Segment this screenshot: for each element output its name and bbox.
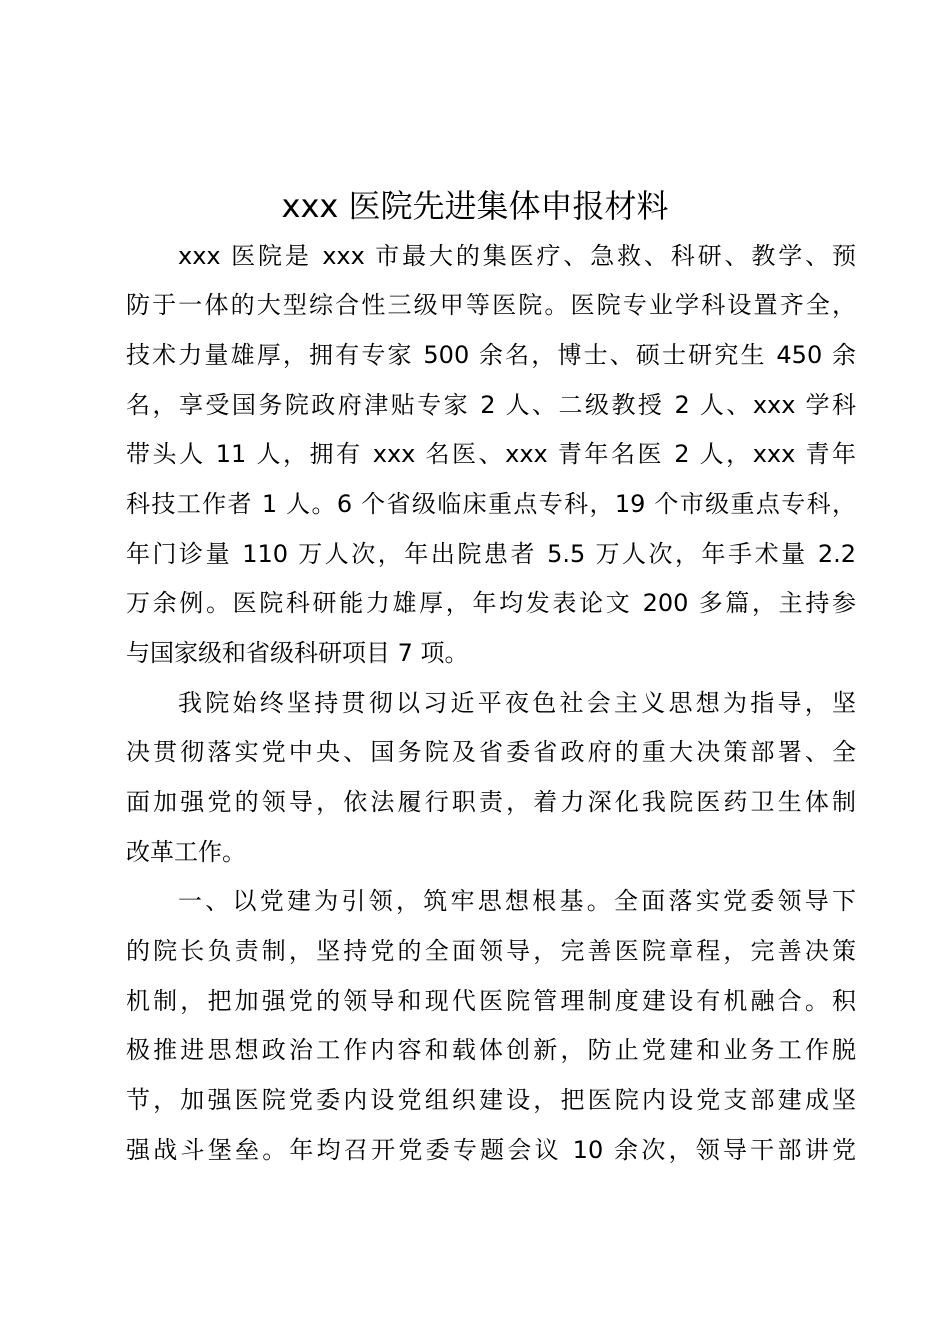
paragraph-1-line-1: xxx 医院是 xxx 市最大的集医疗、急救、科研、教学、预 bbox=[178, 242, 856, 270]
paragraph-1-line-5: 带头人 11 人，拥有 xxx 名医、xxx 青年名医 2 人，xxx 青年 bbox=[126, 440, 856, 468]
paragraph-1-line-7: 年门诊量 110 万人次，年出院患者 5.5 万人次，年手术量 2.2 bbox=[126, 540, 856, 568]
paragraph-1-line-6: 科技工作者 1 人。6 个省级临床重点专科，19 个市级重点专科， bbox=[126, 490, 856, 518]
paragraph-2-line-2: 决贯彻落实党中央、国务院及省委省政府的重大决策部署、全 bbox=[126, 738, 856, 766]
paragraph-1-line-8: 万余例。医院科研能力雄厚，年均发表论文 200 多篇，主持参 bbox=[126, 589, 856, 617]
paragraph-3-line-2: 的院长负责制，坚持党的全面领导，完善医院章程，完善决策 bbox=[126, 937, 856, 965]
paragraph-1-line-9: 与国家级和省级科研项目 7 项。 bbox=[126, 639, 469, 667]
paragraph-3-line-6: 强战斗堡垒。年均召开党委专题会议 10 余次，领导干部讲党 bbox=[126, 1136, 856, 1164]
paragraph-3-line-4: 极推进思想政治工作内容和载体创新，防止党建和业务工作脱 bbox=[126, 1036, 856, 1064]
paragraph-3-line-5: 节，加强医院党委内设党组织建设，把医院内设党支部建成坚 bbox=[126, 1086, 856, 1114]
paragraph-2-line-1: 我院始终坚持贯彻以习近平夜色社会主义思想为指导，坚 bbox=[178, 689, 856, 717]
paragraph-3-line-3: 机制，把加强党的领导和现代医院管理制度建设有机融合。积 bbox=[126, 987, 856, 1015]
paragraph-1-line-3: 技术力量雄厚，拥有专家 500 余名，博士、硕士研究生 450 余 bbox=[126, 341, 856, 369]
document-title: xxx 医院先进集体申报材料 bbox=[281, 187, 669, 225]
paragraph-1-line-2: 防于一体的大型综合性三级甲等医院。医院专业学科设置齐全， bbox=[126, 291, 856, 319]
paragraph-3-line-1: 一、以党建为引领，筑牢思想根基。全面落实党委领导下 bbox=[178, 887, 856, 915]
paragraph-2-line-4: 改革工作。 bbox=[126, 838, 246, 866]
paragraph-2-line-3: 面加强党的领导，依法履行职责，着力深化我院医药卫生体制 bbox=[126, 788, 856, 816]
paragraph-1-line-4: 名，享受国务院政府津贴专家 2 人、二级教授 2 人、xxx 学科 bbox=[126, 391, 856, 419]
